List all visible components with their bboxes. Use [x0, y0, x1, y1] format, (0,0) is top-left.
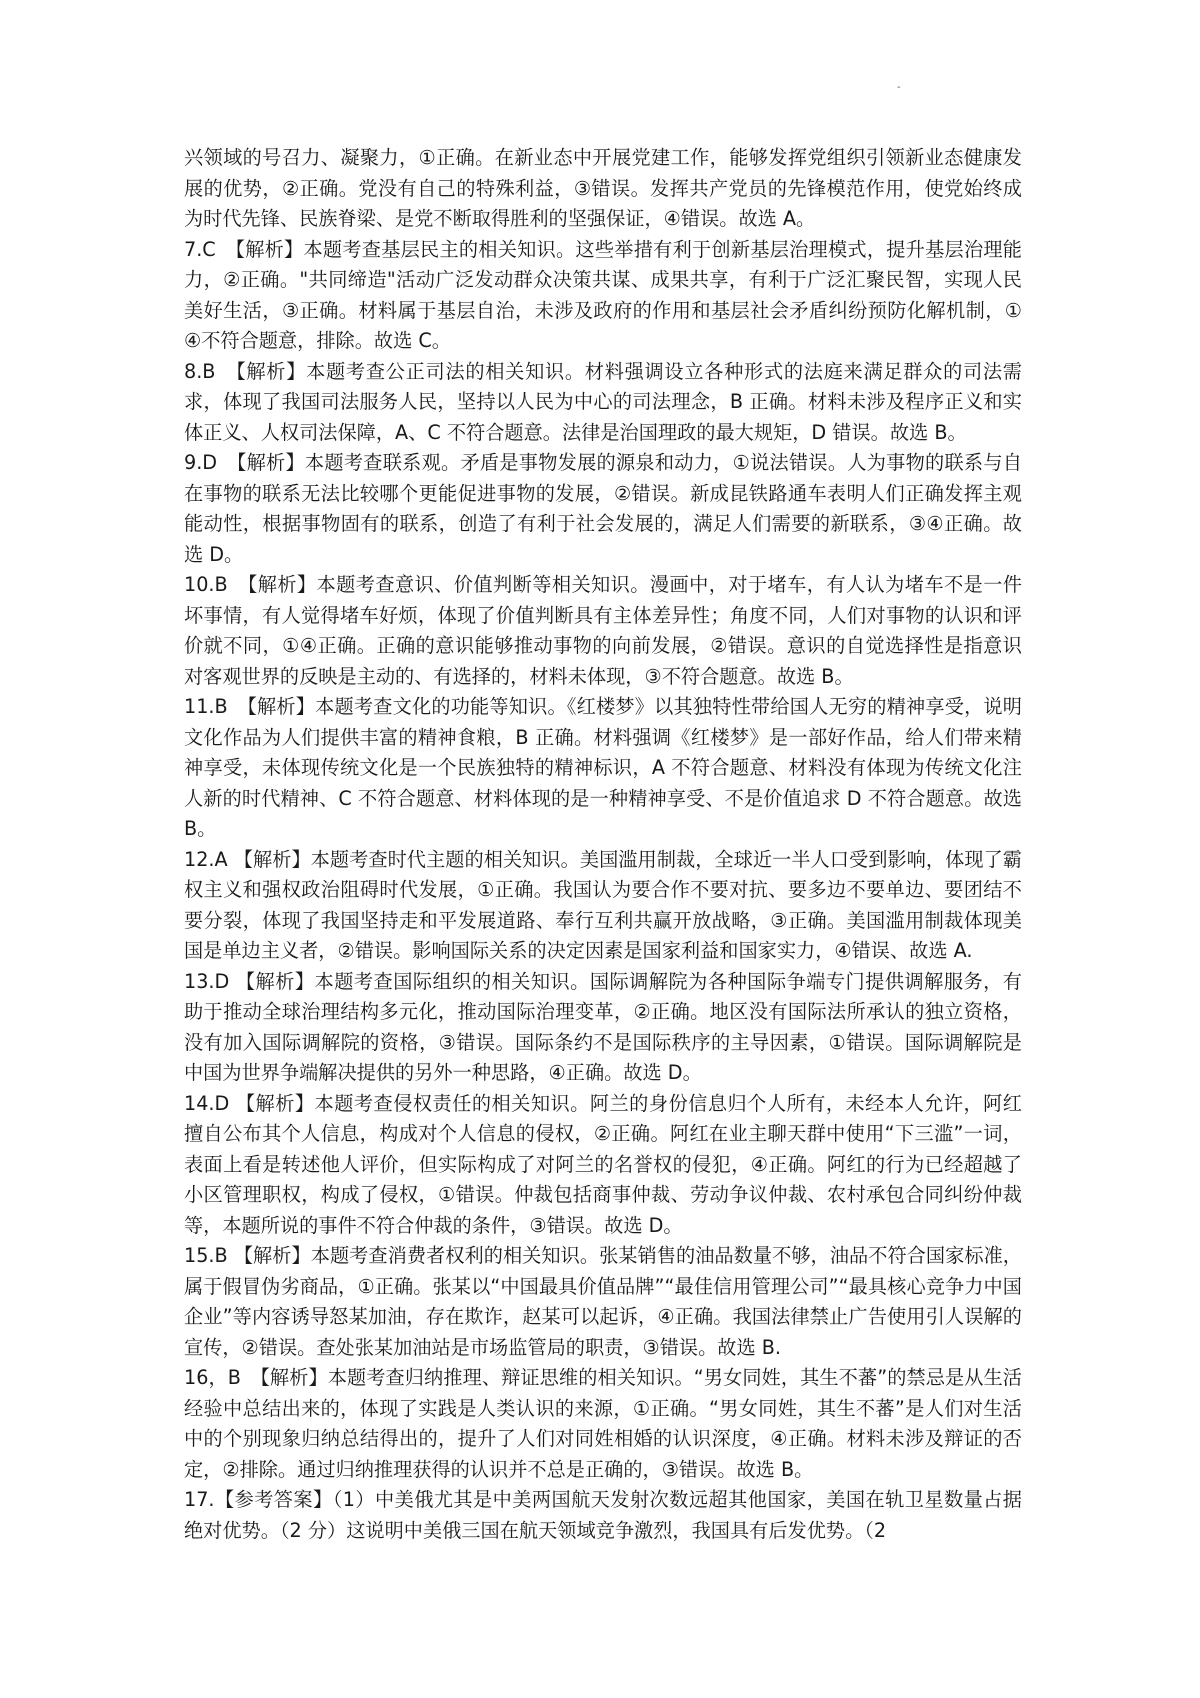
- page-mark: -: [897, 82, 901, 93]
- answer-9: 9.D 【解析】本题考查联系观。矛盾是事物发展的源泉和动力，①说法错误。人为事物的联系与自在事物的联系无法比较哪个更能促进事物的发展，②错误。新成昆铁路通车表明人们正确发挥主观能动性，根据事物固有的联系，创造了有利于社会发展的，满足人们需要的新联系，③④正确。故选 D。: [184, 451, 1022, 566]
- answer-13: 13.D 【解析】本题考查国际组织的相关知识。国际调解院为各种国际争端专门提供调解服务，有助于推动全球治理结构多元化，推动国际治理变革，②正确。地区没有国际法所承认的独立资格，没有加入国际调解院的资格，③错误。国际条约不是国际秩序的主导因素，①错误。国际调解院是中国为世界争端解决提供的另外一种思路，④正确。故选 D。: [184, 969, 1022, 1084]
- answer-14: 14.D 【解析】本题考查侵权责任的相关知识。阿兰的身份信息归个人所有，未经本人允许，阿红擅自公布其个人信息，构成对个人信息的侵权，②正确。阿红在业主聊天群中使用“下三滥”一词，表面上看是转述他人评价，但实际构成了对阿兰的名誉权的侵犯，④正确。阿红的行为已经超越了小区管理职权，构成了侵权，①错误。仲裁包括商事仲裁、劳动争议仲裁、农村承包合同纠纷仲裁等，本题所说的事件不符合仲裁的条件，③错误。故选 D。: [184, 1091, 1022, 1237]
- paragraph-continued: 兴领域的号召力、凝聚力，①正确。在新业态中开展党建工作，能够发挥党组织引领新业态健康发展的优势，②正确。党没有自己的特殊利益，③错误。发挥共产党员的先锋模范作用，使党始终成为时代先锋、民族脊梁、是党不断取得胜利的坚强保证，④错误。故选 A。: [184, 146, 1022, 230]
- answer-16: 16，B 【解析】本题考查归纳推理、辩证思维的相关知识。“男女同姓，其生不蕃”的禁忌是从生活经验中总结出来的，体现了实践是人类认识的来源，①正确。“男女同姓，其生不蕃”是人们对生活中的个别现象归纳总结得出的，提升了人们对同姓相婚的认识深度，④正确。材料未涉及辩证的否定，②排除。通过归纳推理获得的认识并不总是正确的，③错误。故选 B。: [184, 1366, 1022, 1481]
- answer-17: 17.【参考答案】（1）中美俄尤其是中美两国航天发射次数远超其他国家，美国在轨卫星数量占据绝对优势。（2 分）这说明中美俄三国在航天领域竞争激烈，我国具有后发优势。（2: [184, 1488, 1022, 1542]
- answer-8: 8.B 【解析】本题考查公正司法的相关知识。材料强调设立各种形式的法庭来满足群众的司法需求，体现了我国司法服务人民，坚持以人民为中心的司法理念，B 正确。材料未涉及程序正义和实体正义、人权司法保障，A、C 不符合题意。法律是治国理政的最大规矩，D 错误。故选 B。: [184, 359, 1022, 444]
- answer-11: 11.B 【解析】本题考查文化的功能等知识。《红楼梦》以其独特性带给国人无穷的精神享受，说明文化作品为人们提供丰富的精神食粮，B 正确。材料强调《红楼梦》是一部好作品，给人们带来精神享受，未体现传统文化是一个民族独特的精神标识，A 不符合题意、材料没有体现为传统文化注人新的时代精神、C 不符合题意、材料体现的是一种精神享受、不是价值追求 D 不符合题意。故选 B。: [184, 695, 1022, 840]
- answer-15: 15.B 【解析】本题考查消费者权利的相关知识。张某销售的油品数量不够，油品不符合国家标准，属于假冒伪劣商品，①正确。张某以“中国最具价值品牌”“最佳信用管理公司”“最具核心竞争力中国企业”等内容诱导怒某加油，存在欺诈，赵某可以起诉，④正确。我国法律禁止广告使用引人误解的宣传，②错误。查处张某加油站是市场监管局的职责，③错误。故选 B.: [184, 1244, 1022, 1359]
- answer-10: 10.B 【解析】本题考查意识、价值判断等相关知识。漫画中，对于堵车，有人认为堵车不是一件坏事情，有人觉得堵车好烦，体现了价值判断具有主体差异性；角度不同，人们对事物的认识和评价就不同，①④正确。正确的意识能够推动事物的向前发展，②错误。意识的自觉选择性是指意识对客观世界的反映是主动的、有选择的，材料未体现，③不符合题意。故选 B。: [184, 573, 1022, 688]
- document-body: [184, 143, 1022, 1546]
- answer-7: 7.C 【解析】本题考查基层民主的相关知识。这些举措有利于创新基层治理模式，提升基层治理能力，②正确。"共同缔造"活动广泛发动群众决策共谋、成果共享，有利于广泛汇聚民智，实现人民美好生活，③正确。材料属于基层自治，未涉及政府的作用和基层社会矛盾纠纷预防化解机制，①④不符合题意，排除。故选 C。: [184, 237, 1022, 352]
- answer-12: 12.A 【解析】本题考查时代主题的相关知识。美国滥用制裁，全球近一半人口受到影响，体现了霸权主义和强权政治阻碍时代发展，①正确。我国认为要合作不要对抗、要多边不要单边、要团结不要分裂，体现了我国坚持走和平发展道路、奉行互利共赢开放战略，③正确。美国滥用制裁体现美国是单边主义者，②错误。影响国际关系的决定因素是国家利益和国家实力，④错误、故选 A.: [184, 847, 1022, 962]
